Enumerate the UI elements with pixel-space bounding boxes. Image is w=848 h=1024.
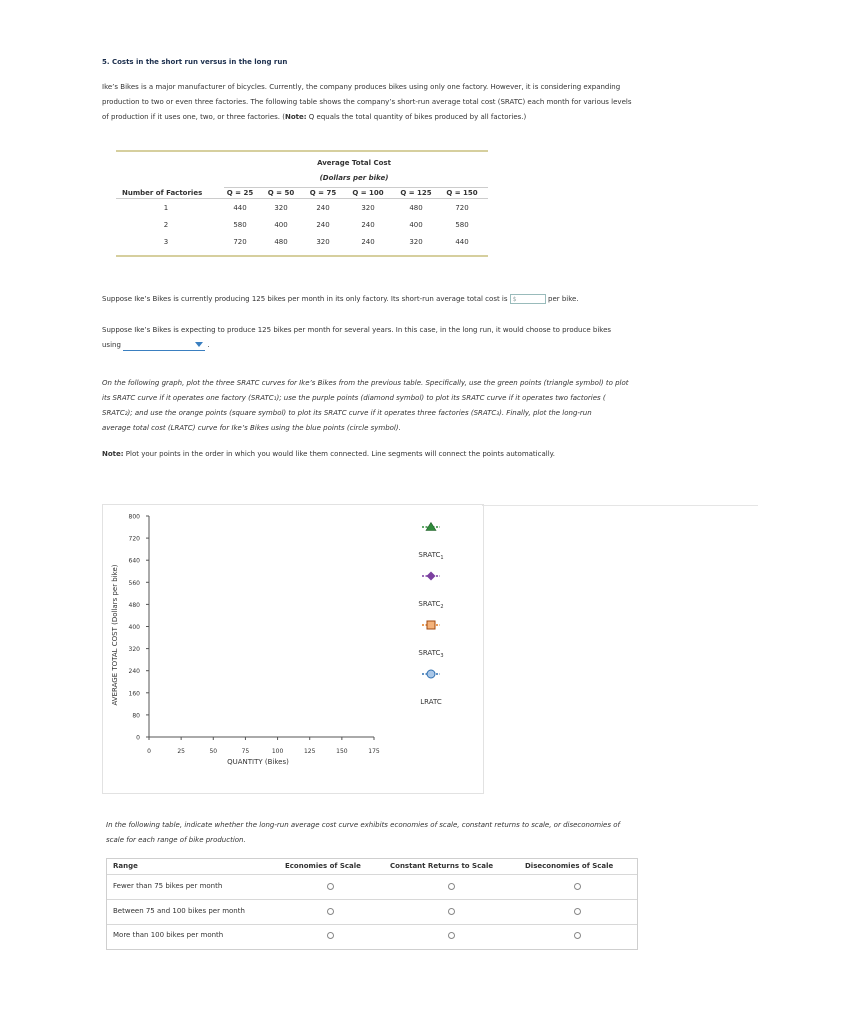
- row-divider: [107, 924, 637, 925]
- intro-line-3-post: Q equals the total quantity of bikes produced by all factories.): [306, 113, 527, 121]
- table-cell: 480: [274, 238, 288, 246]
- radio-constant[interactable]: [448, 932, 455, 939]
- table-top-rule: [116, 150, 488, 152]
- header-bottom-divider: [116, 198, 488, 199]
- x-tick-label: 100: [271, 748, 284, 755]
- y-tick-label: 800: [128, 513, 140, 521]
- table-cell: 240: [316, 204, 330, 212]
- chevron-down-icon: [195, 342, 203, 347]
- radio-economies[interactable]: [327, 883, 334, 890]
- header-divider: [224, 187, 488, 188]
- table-cell: 240: [361, 221, 375, 229]
- graph-instructions: [102, 376, 742, 436]
- intro-line-3-pre: of production if it uses one, two, or three factories. (: [102, 113, 285, 121]
- y-tick-label: 160: [128, 690, 140, 698]
- y-tick-label: 560: [128, 579, 140, 587]
- table-group-subheader: (Dollars per bike): [319, 174, 389, 182]
- intro-line-3: [102, 110, 712, 125]
- y-tick-label: 80: [132, 712, 140, 720]
- y-tick-label: 720: [128, 535, 140, 543]
- range-label: Fewer than 75 bikes per month: [113, 882, 223, 890]
- table-cell: 580: [455, 221, 469, 229]
- table-cell: 320: [409, 238, 423, 246]
- y-tick-label: 480: [128, 601, 140, 609]
- graph-svg[interactable]: [103, 505, 483, 793]
- intro-note-label: Note:: [285, 113, 307, 121]
- table-cell: 400: [409, 221, 423, 229]
- row-header: Number of Factories: [122, 189, 203, 197]
- returns-table: [106, 858, 638, 950]
- graph-instructions-line-2: its SRATC curve if it operates one factory (SRATC₁); use the purple points (diamond symbol) to plot its SRATC curve if it operates two factories (: [102, 394, 606, 402]
- col-header: Q = 50: [267, 189, 295, 197]
- col-header: Q = 75: [309, 189, 337, 197]
- diamond-icon: [427, 572, 436, 581]
- table-cell: 240: [361, 238, 375, 246]
- returns-instruction: [106, 818, 746, 848]
- table-cell: 440: [233, 204, 247, 212]
- table-cell: 580: [233, 221, 247, 229]
- table-cell: 320: [274, 204, 288, 212]
- col-header: Q = 150: [446, 189, 478, 197]
- legend-item-sratc3[interactable]: [418, 621, 443, 659]
- x-tick-label: 25: [177, 748, 185, 755]
- radio-economies[interactable]: [327, 908, 334, 915]
- table-cell: 240: [316, 221, 330, 229]
- intro-line-1: Ike’s Bikes is a major manufacturer of bicycles. Currently, the company produces bikes using only one factory. However, it is considering expanding: [102, 83, 621, 91]
- table-cell: 440: [455, 238, 469, 246]
- factory-count-dropdown[interactable]: [123, 340, 205, 351]
- table-group-header: Average Total Cost: [317, 159, 391, 167]
- row-divider: [107, 874, 637, 875]
- intro-line-2: production to two or even three factories. The following table shows the company’s short-run average total cost (SRATC) each month for various levels: [102, 98, 632, 106]
- x-axis-label: QUANTITY (Bikes): [227, 758, 289, 766]
- legend-subscript: 1: [440, 555, 444, 561]
- legend-label: $SRATC_1$: [418, 551, 444, 561]
- col-header: Q = 100: [352, 189, 384, 197]
- col-header: Q = 125: [400, 189, 432, 197]
- table-bottom-rule: [116, 255, 488, 257]
- square-icon: [427, 621, 435, 629]
- table-cell: 720: [455, 204, 469, 212]
- note-label: Note:: [102, 450, 124, 458]
- legend-label: $SRATC_2$: [418, 600, 444, 610]
- row-factories: 2: [163, 221, 169, 229]
- x-tick-label: 175: [368, 748, 380, 755]
- radio-diseconomies[interactable]: [574, 883, 581, 890]
- radio-constant[interactable]: [448, 908, 455, 915]
- returns-instruction-line-2: scale for each range of bike production.: [106, 836, 246, 844]
- y-tick-label: 0: [136, 734, 140, 742]
- radio-diseconomies[interactable]: [574, 932, 581, 939]
- returns-instruction-line-1: In the following table, indicate whether the long-run average cost curve exhibits economies of scale, constant returns to scale, or diseconomies of: [106, 821, 620, 829]
- y-tick-label: 640: [128, 557, 140, 565]
- row-factories: 3: [163, 238, 169, 246]
- legend-label: $SRATC_3$: [418, 649, 444, 659]
- graph-instructions-line-3: SRATC₂); and use the orange points (square symbol) to plot its SRATC curve if it operates three factories (SRATC₃). Finally, plot the long-run: [102, 409, 592, 417]
- graph-instructions-line-1: On the following graph, plot the three SRATC curves for Ike’s Bikes from the previous table. Specifically, use the green points (triangle symbol) to plot: [102, 379, 629, 387]
- sratc-cost-input[interactable]: $: [510, 294, 546, 304]
- y-tick-label: 320: [128, 646, 140, 654]
- note: [102, 447, 742, 462]
- legend-item-sratc1[interactable]: [418, 523, 443, 562]
- table-cell: 320: [361, 204, 375, 212]
- row-divider: [107, 899, 637, 900]
- question-1: [102, 292, 742, 307]
- radio-constant[interactable]: [448, 883, 455, 890]
- table-cell: 480: [409, 204, 423, 212]
- col-header-range: Range: [113, 862, 138, 870]
- intro-paragraph: [102, 80, 712, 125]
- range-label: More than 100 bikes per month: [113, 931, 224, 939]
- y-tick-label: 400: [128, 624, 140, 631]
- radio-diseconomies[interactable]: [574, 908, 581, 915]
- col-header-diseconomies: Diseconomies of Scale: [525, 862, 614, 870]
- table-cell: 320: [316, 238, 330, 246]
- q2-line-2: [102, 338, 742, 353]
- legend-subscript: 3: [440, 653, 444, 659]
- row-factories: 1: [163, 204, 169, 212]
- circle-icon: [427, 670, 435, 678]
- graph-top-divider: [482, 505, 758, 506]
- cost-table: [116, 150, 488, 258]
- q2-line-2-post: .: [207, 341, 210, 349]
- x-tick-label: 0: [147, 748, 151, 755]
- section-title: 5. Costs in the short run versus in the long run: [102, 58, 288, 66]
- legend-subscript: 2: [440, 604, 444, 610]
- q1-text-post: per bike.: [548, 295, 579, 303]
- legend-item-lratc[interactable]: [420, 670, 442, 706]
- col-header-economies: Economies of Scale: [285, 862, 361, 870]
- x-tick-label: 150: [336, 748, 348, 755]
- table-cell: 720: [233, 238, 247, 246]
- x-tick-label: 125: [303, 748, 316, 755]
- radio-economies[interactable]: [327, 932, 334, 939]
- q1-text: Suppose Ike’s Bikes is currently producing 125 bikes per month in its only factory. Its short-run average total cost is: [102, 295, 508, 303]
- graph-panel: [102, 504, 484, 794]
- q2-line-1: Suppose Ike’s Bikes is expecting to produce 125 bikes per month for several years. In this case, in the long run, it would choose to produce bikes: [102, 326, 612, 334]
- x-tick-label: 50: [209, 748, 218, 755]
- y-tick-label: 240: [128, 668, 140, 676]
- col-header-constant: Constant Returns to Scale: [390, 862, 494, 870]
- col-header: Q = 25: [226, 189, 254, 197]
- y-axis-label: AVERAGE TOTAL COST (Dollars per bike): [111, 564, 119, 706]
- x-tick-label: 75: [241, 748, 250, 755]
- note-text: Plot your points in the order in which you would like them connected. Line segments will connect the points automatically.: [123, 450, 556, 458]
- range-label: Between 75 and 100 bikes per month: [113, 907, 245, 915]
- q2-line-2-pre: using: [102, 341, 121, 349]
- graph-instructions-line-4: average total cost (LRATC) curve for Ike’s Bikes using the blue points (circle symbol).: [102, 424, 401, 432]
- table-cell: 400: [274, 221, 288, 229]
- legend-item-sratc2[interactable]: [418, 572, 443, 611]
- legend-label: LRATC: [420, 698, 442, 706]
- question-2: [102, 323, 742, 353]
